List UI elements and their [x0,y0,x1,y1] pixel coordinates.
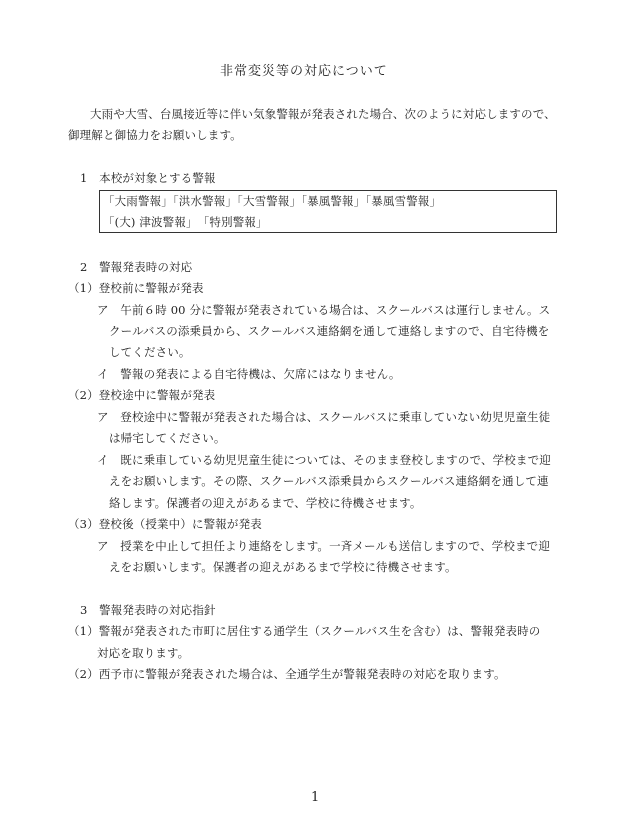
intro-line-1: 大雨や大雪、台風接近等に伴い気象警報が発表された場合、次のように対応しますので、 [90,107,556,121]
section-2-1-heading: （1）登校前に警報が発表 [68,281,204,295]
warning-list-line-2: 「(大) 津波警報」 「特別警報」 [103,215,268,229]
section-2-3-a-line-2: えをお願いします。保護者の迎えがあるまで学校に待機させます。 [109,560,457,574]
section-2-2-i-line-2: えをお願いします。その際、スクールバス添乗員からスクールバス連絡網を通して連 [109,474,549,488]
section-1-heading: 1 本校が対象とする警報 [80,171,216,185]
section-2-1-i: イ 警報の発表による自宅待機は、欠席にはなりません。 [97,367,401,381]
section-3-2: （2）西予市に警報が発表された場合は、全通学生が警報発表時の対応を取ります。 [68,667,506,681]
section-2-2-a-line-2: は帰宅してください。 [109,431,226,445]
page-number: 1 [311,790,320,805]
section-2-2-a-line-1: ア 登校途中に警報が発表された場合は、スクールバスに乗車していない幼児児童生徒 [97,410,551,424]
section-2-3-heading: （3）登校後（授業中）に警報が発表 [68,517,262,531]
section-2-1-a-line-3: してください。 [109,345,191,359]
section-3-heading: 3 警報発表時の対応指針 [80,603,216,617]
section-2-3-a-line-1: ア 授業を中止して担任より連絡をします。一斉メールも送信しますので、学校まで迎 [97,539,550,553]
section-2-1-a-line-1: ア 午前６時 00 分に警報が発表されている場合は、スクールバスは運行しません。ス [97,303,551,317]
warning-list-line-1: 「大雨警報」「洪水警報」「大雪警報」「暴風警報」「暴風雪警報」 [103,194,442,208]
section-2-1-a-line-2: クールバスの添乗員から、スクールバス連絡網を通して連絡しますので、自宅待機を [109,324,550,338]
section-3-1-line-2: 対応を取ります。 [97,646,190,660]
section-2-heading: 2 警報発表時の対応 [80,260,193,274]
section-2-2-i-line-3: 絡します。保護者の迎えがあるまで、学校に待機させます。 [109,496,422,510]
document-title: 非常変災等の対応について [220,64,388,79]
section-2-2-heading: （2）登校途中に警報が発表 [68,388,216,402]
section-2-2-i-line-1: イ 既に乗車している幼児児童生徒については、そのまま登校しますので、学校まで迎 [97,453,551,467]
intro-line-2: 御理解と御協力をお願いします。 [68,128,242,142]
section-3-1-line-1: （1）警報が発表された市町に居住する通学生（スクールバス生を含む）は、警報発表時の [68,624,541,638]
